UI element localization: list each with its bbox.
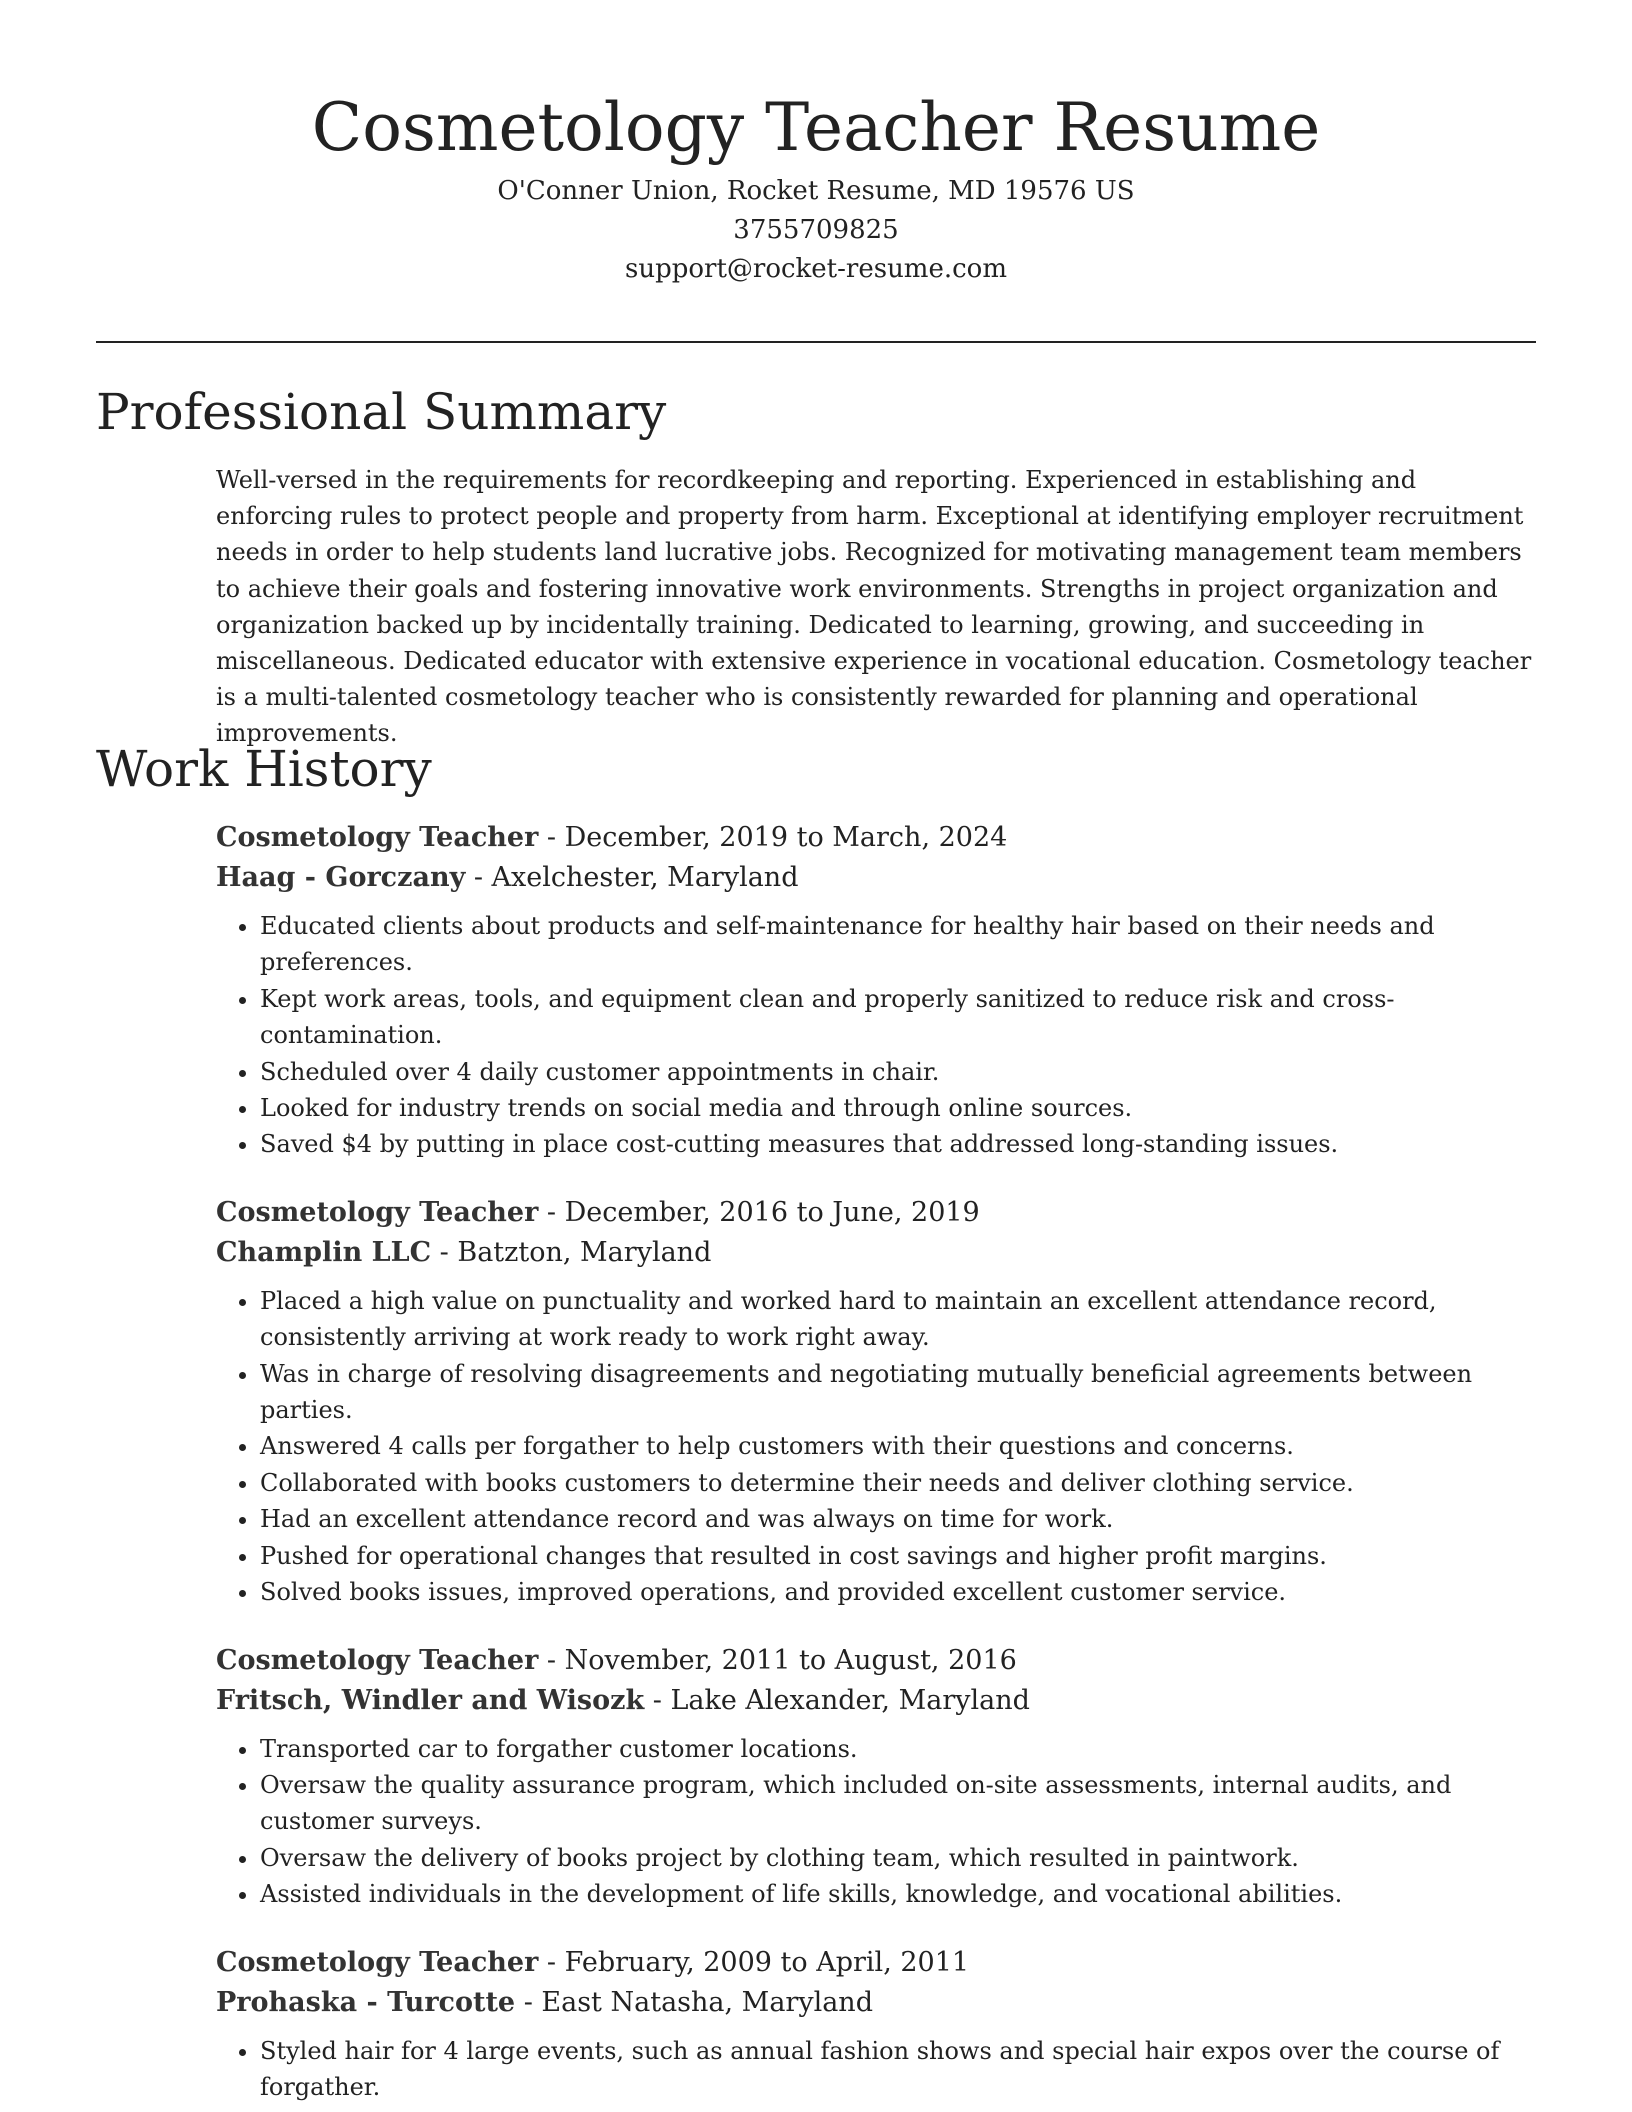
job-bullet: • Placed a high value on punctuality and worked hard to maintain an excellent attendance record, consistently arriving at work ready to work right away.: [260, 1283, 1540, 1356]
job-title-line: [216, 1641, 1540, 1681]
job-bullets: [216, 1283, 1540, 1611]
job-bullet: • Had an excellent attendance record and was always on time for work.: [260, 1501, 1540, 1537]
header-divider: [96, 341, 1536, 343]
job-dates: - February, 2009 to April, 2011: [538, 1946, 970, 1978]
job-title-line: [216, 818, 1540, 858]
work-history-list: [216, 818, 1540, 2112]
job-company-line: [216, 1233, 1540, 1273]
job-company-line: [216, 1681, 1540, 1721]
job-bullet: • Collaborated with books customers to determine their needs and deliver clothing service.: [260, 1465, 1540, 1501]
job-bullet: • Solved books issues, improved operations, and provided excellent customer service.: [260, 1574, 1540, 1610]
job-title-line: [216, 1943, 1540, 1983]
job-bullet: • Transported car to forgather customer locations.: [260, 1731, 1540, 1767]
job-company: Fritsch, Windler and Wisozk: [216, 1684, 645, 1716]
job-entry: [216, 1943, 1540, 2106]
job-company: Champlin LLC: [216, 1236, 432, 1268]
job-bullet: • Assisted individuals in the development of life skills, knowledge, and vocational abilities.: [260, 1876, 1540, 1912]
summary-text: Well-versed in the requirements for recordkeeping and reporting. Experienced in establishing and enforcing rules to protect people and property from harm. Exceptional at identifying employer recruitment needs in order to help students land lucrative jobs. Recognized for motivating management team members to achieve their goals and fostering innovative work environments. Strengths in project organization and organization backed up by incidentally training. Dedicated to learning, growing, and succeeding in miscellaneous. Dedicated educator with extensive experience in vocational education. Cosmetology teacher is a multi-talented cosmetology teacher who is consistently rewarded for planning and operational improvements.: [216, 466, 1532, 748]
resume-title: Cosmetology Teacher Resume: [311, 89, 1321, 166]
job-bullet: • Answered 4 calls per forgather to help customers with their questions and concerns.: [260, 1428, 1540, 1464]
job-bullets: [216, 2033, 1540, 2106]
job-entry: [216, 1641, 1540, 1913]
job-dates: - November, 2011 to August, 2016: [538, 1644, 1017, 1676]
job-bullet: • Looked for industry trends on social media and through online sources.: [260, 1090, 1540, 1126]
contact-phone: 3755709825: [733, 215, 899, 245]
job-bullet: • Educated clients about products and self-maintenance for healthy hair based on their needs and preferences.: [260, 908, 1540, 981]
job-company: Prohaska - Turcotte: [216, 1986, 516, 2018]
contact-email: support@rocket-resume.com: [624, 254, 1007, 284]
job-bullet: • Kept work areas, tools, and equipment clean and properly sanitized to reduce risk and cross-contamination.: [260, 981, 1540, 1054]
job-bullet: • Scheduled over 4 daily customer appointments in chair.: [260, 1054, 1540, 1090]
job-role: Cosmetology Teacher: [216, 1946, 539, 1978]
job-bullet: • Was in charge of resolving disagreements and negotiating mutually beneficial agreements between parties.: [260, 1356, 1540, 1429]
job-company: Haag - Gorczany: [216, 862, 466, 893]
resume-header: [96, 84, 1536, 289]
job-role: Cosmetology Teacher: [216, 1644, 539, 1676]
job-bullet: • Saved $4 by putting in place cost-cutting measures that addressed long-standing issues.: [260, 1126, 1540, 1162]
job-role: Cosmetology Teacher: [216, 822, 539, 853]
job-role: Cosmetology Teacher: [216, 1196, 539, 1228]
job-bullet: • Pushed for operational changes that resulted in cost savings and higher profit margins.: [260, 1538, 1540, 1574]
job-dates: - December, 2019 to March, 2024: [538, 822, 1008, 853]
job-company-line: [216, 1983, 1540, 2023]
job-entry: [216, 1193, 1540, 1611]
job-entry: [216, 818, 1540, 1163]
job-bullets: [216, 908, 1540, 1163]
job-bullet: • Oversaw the delivery of books project by clothing team, which resulted in paintwork.: [260, 1840, 1540, 1876]
summary-heading: Professional Summary: [96, 383, 667, 441]
job-dates: - December, 2016 to June, 2019: [538, 1196, 980, 1228]
job-bullets: [216, 1731, 1540, 1913]
job-company-line: [216, 858, 1540, 898]
job-bullet: • Styled hair for 4 large events, such as annual fashion shows and special hair expos over the course of forgather.: [260, 2033, 1540, 2106]
job-location: - Axelchester, Maryland: [465, 862, 799, 893]
job-title-line: [216, 1193, 1540, 1233]
contact-address: O'Conner Union, Rocket Resume, MD 19576 US: [497, 176, 1135, 206]
job-location: - East Natasha, Maryland: [515, 1986, 873, 2018]
work-history-heading: Work History: [96, 740, 432, 798]
job-bullet: • Oversaw the quality assurance program, which included on-site assessments, internal audits, and customer surveys.: [260, 1767, 1540, 1840]
job-location: - Lake Alexander, Maryland: [644, 1684, 1030, 1716]
job-location: - Batzton, Maryland: [431, 1236, 712, 1268]
